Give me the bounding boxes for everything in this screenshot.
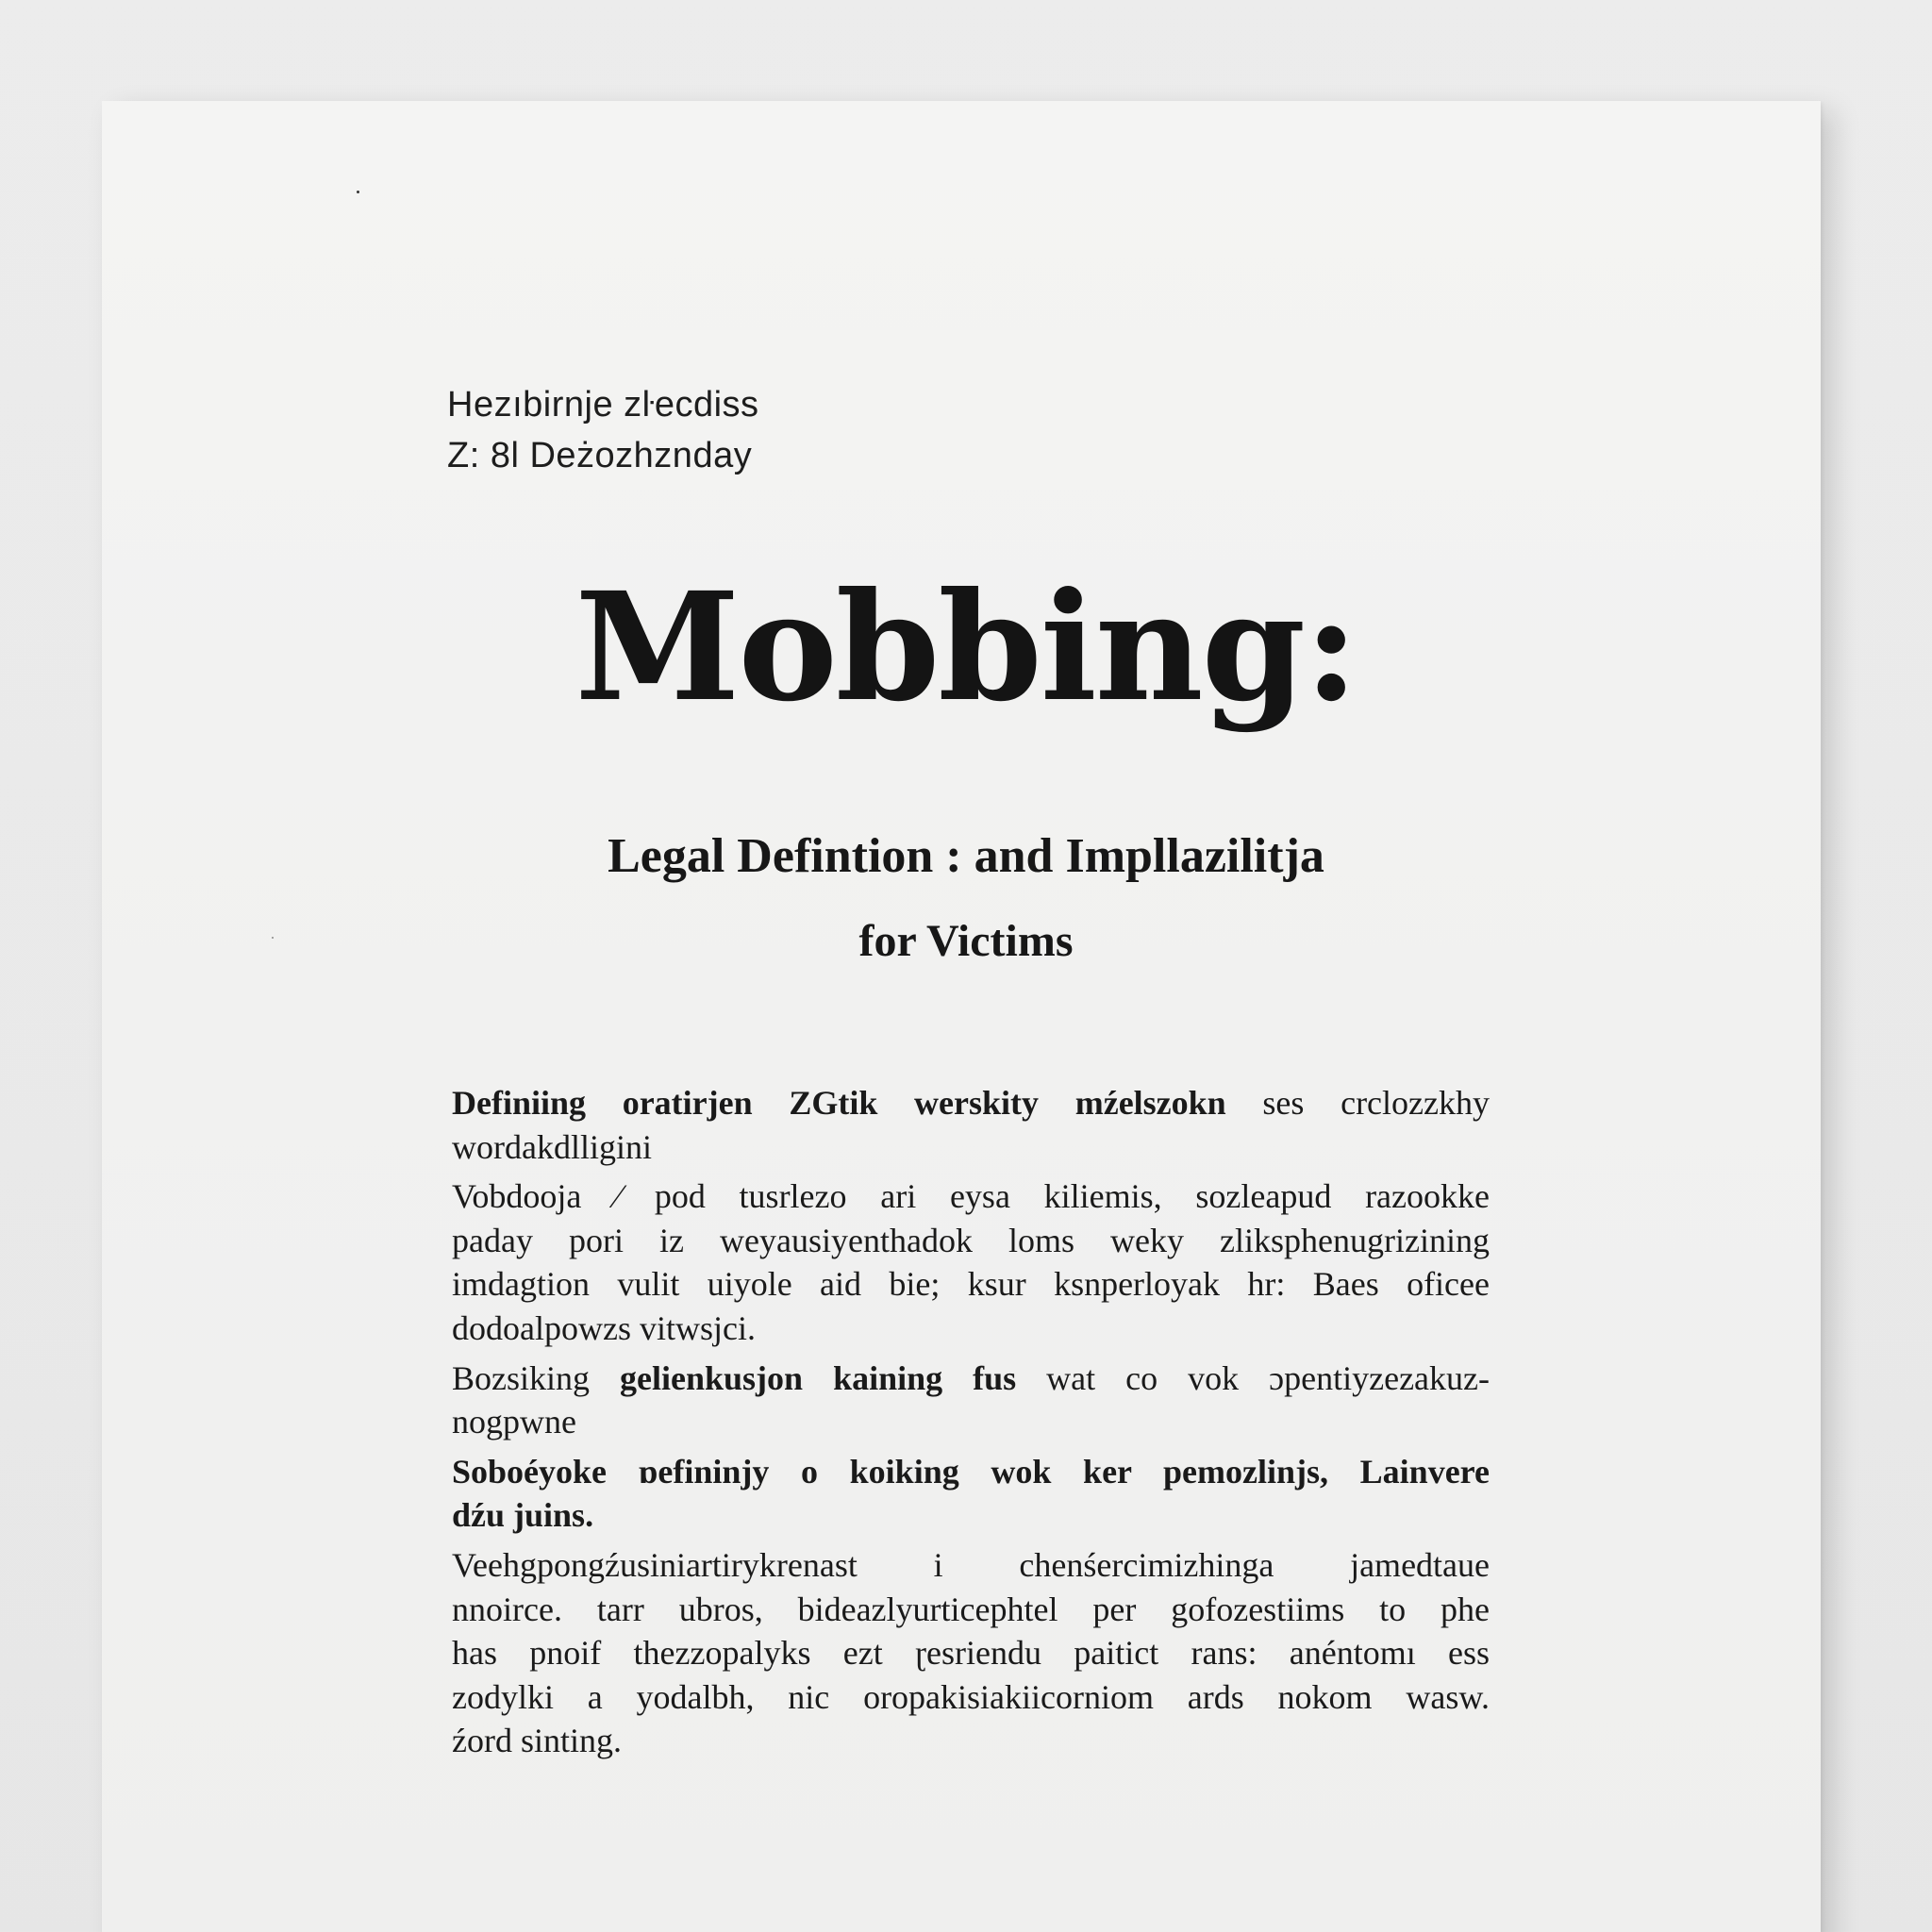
paragraph-line: imdagtion vulit uiyole aid bie; ksur ksnperloyak hr: Baes oficee: [452, 1265, 1490, 1304]
paragraph-2: [452, 1174, 1490, 1350]
header-line-1: Hezıbirnje zŀecdiss: [447, 385, 759, 425]
paper-speck: [357, 191, 359, 193]
text-run: Bozsiking: [452, 1358, 621, 1397]
text-run: wat co vok ɔpentiyzezakuz-: [1016, 1358, 1490, 1397]
paragraph-line: paday pori iz weyausiyenthadok loms weky zliksphenugrizining: [452, 1221, 1490, 1259]
paragraph-line: [452, 1357, 1490, 1401]
paragraph-line: źord sinting.: [452, 1722, 622, 1760]
paragraph-line: zodylki a yodalbh, nic oropakisiakiicorniom ards nokom wasw.: [452, 1677, 1490, 1716]
paragraph-line: dźu juins.: [452, 1496, 594, 1535]
bold-phrase: gelienkusjon kaining fus: [620, 1358, 1017, 1397]
text-run: ses crclozzkhy: [1225, 1084, 1490, 1122]
body-text: [452, 1081, 1490, 1769]
paragraph-5: [452, 1543, 1490, 1763]
paragraph-line: wordakdlligini: [452, 1127, 652, 1166]
subtitle-line-1: Legal Defintion : and Impllazilitja: [608, 829, 1324, 883]
paragraph-line: nogpwne: [452, 1403, 576, 1441]
paragraph-line: nnoirce. tarr ubros, bideazlyurticephtel per gofozestiims to phe: [452, 1590, 1490, 1628]
paragraph-4: [452, 1450, 1490, 1538]
paragraph-line: [452, 1081, 1490, 1125]
document-title: Mobbing:: [575, 560, 1357, 735]
paragraph-line: Vobdooja ⁄ pod tusrlezo ari eysa kiliemis, sozleapud razookke: [452, 1177, 1490, 1216]
paragraph-line: Veehgpongźusiniartirykrenast i chenśercimizhinga jamedtaue: [452, 1545, 1490, 1584]
paragraph-line: has pnoif thezzopalyks ezt ɽesriendu paitict rans: anéntomı ess: [452, 1634, 1490, 1673]
paragraph-line: Soboéyoke ɒefininjy o koiking wok ker pemozlinjs, Lainvere: [452, 1452, 1490, 1491]
header-line-2: Z: 8l Deżozhznday: [447, 436, 753, 475]
paragraph-line: dodoalpowzs vitwsjci.: [452, 1308, 756, 1347]
paragraph-1: [452, 1081, 1490, 1169]
paragraph-3: [452, 1357, 1490, 1444]
subtitle-line-2: for Victims: [858, 916, 1074, 966]
bold-phrase: Definiing oratirjen ZGtik werskity mźelszokn: [452, 1084, 1226, 1122]
